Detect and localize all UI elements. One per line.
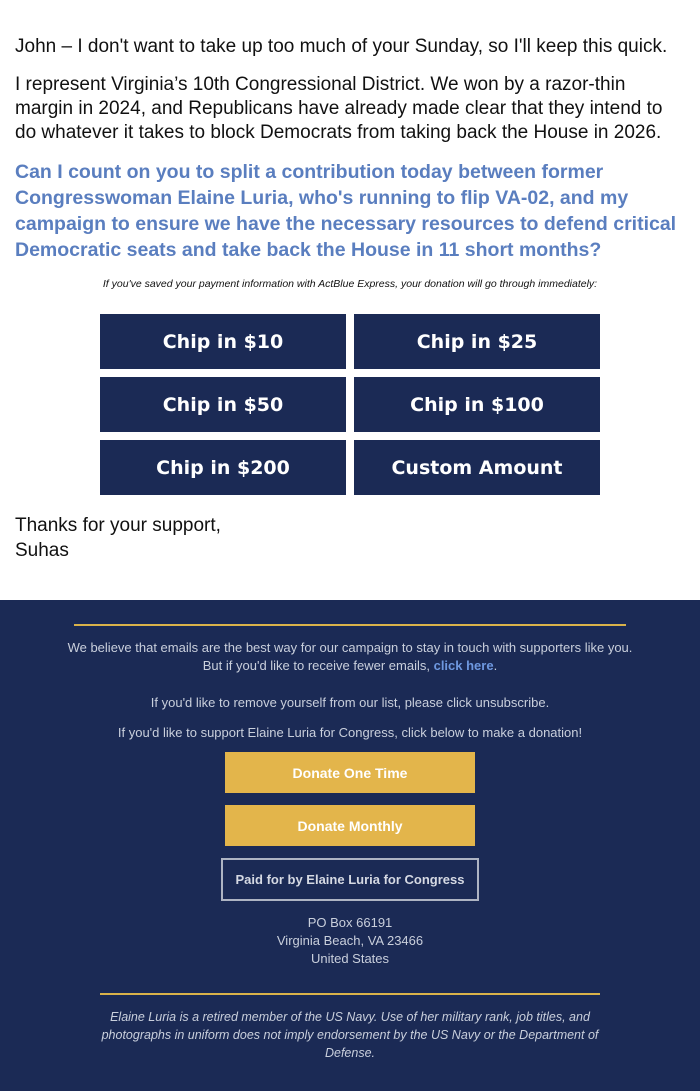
email-preferences-note <box>60 639 640 675</box>
chip-in-50-button[interactable]: Chip in $50 <box>100 377 346 432</box>
footer <box>0 600 700 1091</box>
paid-for-box: Paid for by Elaine Luria for Congress <box>221 858 479 901</box>
actblue-express-note: If you've saved your payment information with ActBlue Express, your donation will go through immediately: <box>102 278 598 290</box>
chip-in-100-button[interactable]: Chip in $100 <box>354 377 600 432</box>
fewer-emails-link[interactable]: click here <box>433 658 494 673</box>
signoff-text: Thanks for your support, <box>15 515 221 536</box>
chip-in-200-button[interactable]: Chip in $200 <box>100 440 346 495</box>
intro-paragraph: I represent Virginia’s 10th Congressional District. We won by a razor-thin margin in 2024, and Republicans have already made clear that they intend to do whatever it takes to block Democrats from taking back the House in 2026. <box>15 74 663 143</box>
signature: Suhas <box>15 540 69 561</box>
mailing-address <box>0 914 700 968</box>
donation-ask: Can I count on you to split a contribution today between former Congresswoman Elaine Luria, who's running to flip VA-02, and my campaign to ensure we have the necessary resources to defend critical Democratic seats and take back the House in 11 short months? <box>15 161 677 261</box>
footer-bottom-divider <box>100 993 600 995</box>
support-note: If you'd like to support Elaine Luria for Congress, click below to make a donation! <box>117 725 583 740</box>
address-line-3: United States <box>310 951 390 966</box>
navy-disclaimer: Elaine Luria is a retired member of the US Navy. Use of her military rank, job titles, and photographs in uniform does not imply endorsement by the US Navy or the Department of Defense. <box>101 1010 599 1060</box>
address-line-1: PO Box 66191 <box>307 915 393 930</box>
signoff <box>15 513 221 563</box>
chip-in-25-button[interactable]: Chip in $25 <box>354 314 600 369</box>
custom-amount-button[interactable]: Custom Amount <box>354 440 600 495</box>
email-preferences-text: We believe that emails are the best way for our campaign to stay in touch with supporters like you. But if you'd like to receive fewer emails, <box>67 640 633 673</box>
email-note-period: . <box>493 658 498 673</box>
donate-monthly-button[interactable]: Donate Monthly <box>225 805 475 846</box>
footer-top-divider <box>74 624 626 626</box>
chip-in-10-button[interactable]: Chip in $10 <box>100 314 346 369</box>
address-line-2: Virginia Beach, VA 23466 <box>276 933 424 948</box>
greeting: John – I don't want to take up too much of your Sunday, so I'll keep this quick. <box>15 36 668 57</box>
unsubscribe-note: If you'd like to remove yourself from our list, please click unsubscribe. <box>150 695 550 710</box>
donate-one-time-button[interactable]: Donate One Time <box>225 752 475 793</box>
